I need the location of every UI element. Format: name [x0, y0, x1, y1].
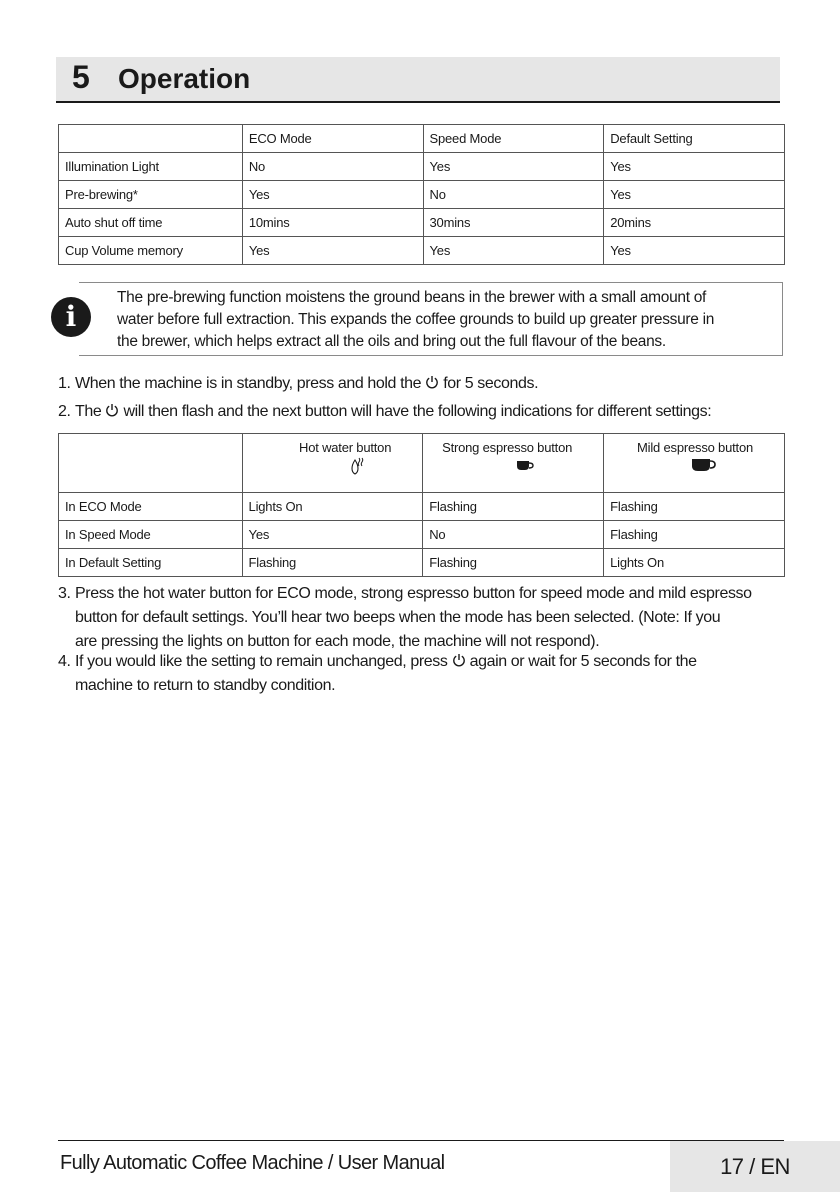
- step-text: If you would like the setting to remain unchanged, press: [75, 653, 448, 670]
- table-header-row: [59, 434, 785, 493]
- step-number: 3.: [58, 585, 71, 602]
- table-cell: Yes: [604, 153, 785, 181]
- table-row: [59, 237, 785, 265]
- table-row: [59, 209, 785, 237]
- step-3: [58, 582, 784, 654]
- table-row: [59, 493, 785, 521]
- mode-settings-table: [58, 124, 785, 265]
- small-cup-icon: [514, 458, 536, 472]
- table-cell: Yes: [423, 237, 604, 265]
- table-cell: Lights On: [242, 493, 423, 521]
- step-1: [58, 372, 784, 396]
- table-cell: Speed Mode: [423, 125, 604, 153]
- step-text: button for default settings. You’ll hear two beeps when the mode has been selected. (Note: If you: [75, 609, 721, 626]
- table-cell: Illumination Light: [59, 153, 243, 181]
- table-cell: Cup Volume memory: [59, 237, 243, 265]
- table-cell: 20mins: [604, 209, 785, 237]
- table-header-row: [59, 125, 785, 153]
- info-note: [79, 282, 783, 356]
- table-row: [59, 549, 785, 577]
- table-cell: Yes: [242, 521, 423, 549]
- note-line: water before full extraction. This expands the coffee grounds to build up greater pressure in: [117, 311, 715, 328]
- table-cell: Yes: [604, 181, 785, 209]
- step-text: for 5 seconds.: [443, 375, 539, 392]
- table-cell: Yes: [242, 181, 423, 209]
- page-number: [670, 1141, 840, 1192]
- table-cell: In ECO Mode: [59, 493, 243, 521]
- table-cell: Default Setting: [604, 125, 785, 153]
- table-cell: In Speed Mode: [59, 521, 243, 549]
- note-line: The pre-brewing function moistens the ground beans in the brewer with a small amount of: [117, 289, 707, 306]
- table-cell: ECO Mode: [242, 125, 423, 153]
- step-number: 4.: [58, 653, 71, 670]
- step-text: are pressing the lights on button for each mode, the machine will not respond).: [75, 633, 600, 650]
- step-4: [58, 650, 784, 698]
- mild-espresso-button-label: Mild espresso button: [637, 440, 753, 455]
- table-cell: No: [423, 521, 604, 549]
- table-cell: Flashing: [423, 549, 604, 577]
- table-cell: Yes: [242, 237, 423, 265]
- table-cell: Auto shut off time: [59, 209, 243, 237]
- section-header: [56, 57, 780, 103]
- table-row: [59, 153, 785, 181]
- power-icon: [425, 375, 439, 389]
- indication-table: [58, 433, 785, 577]
- table-row: [59, 521, 785, 549]
- hot-water-button-label: Hot water button: [299, 440, 392, 455]
- info-note-text: [117, 287, 779, 353]
- table-header-cell: [423, 434, 604, 493]
- step-2: [58, 400, 784, 424]
- table-cell: Flashing: [604, 493, 785, 521]
- table-cell: Lights On: [604, 549, 785, 577]
- strong-espresso-button-label: Strong espresso button: [442, 440, 573, 455]
- section-title: Operation: [118, 63, 251, 94]
- table-cell: Flashing: [242, 549, 423, 577]
- step-number: 1.: [58, 375, 71, 392]
- table-cell: 10mins: [242, 209, 423, 237]
- table-cell: Flashing: [423, 493, 604, 521]
- page-number-text: 17 / EN: [720, 1154, 790, 1179]
- table-cell: [59, 125, 243, 153]
- step-text: When the machine is in standby, press and hold the: [75, 375, 422, 392]
- table-cell: No: [423, 181, 604, 209]
- table-header-cell: [604, 434, 785, 493]
- table-cell: Pre-brewing*: [59, 181, 243, 209]
- table-cell: Yes: [604, 237, 785, 265]
- table-row: [59, 181, 785, 209]
- footer-manual-title: Fully Automatic Coffee Machine / User Manual: [60, 1152, 445, 1174]
- step-text: again or wait for 5 seconds for the: [469, 653, 697, 670]
- power-icon: [105, 403, 119, 417]
- table-cell: In Default Setting: [59, 549, 243, 577]
- step-text: will then flash and the next button will have the following indications for different settings:: [123, 403, 712, 420]
- step-text: The: [75, 403, 102, 420]
- table-cell: 30mins: [423, 209, 604, 237]
- step-text: machine to return to standby condition.: [75, 677, 336, 694]
- info-icon: i: [51, 297, 91, 337]
- step-text: Press the hot water button for ECO mode, strong espresso button for speed mode and mild espresso: [75, 585, 752, 602]
- large-cup-icon: [689, 457, 719, 473]
- table-cell: Flashing: [604, 521, 785, 549]
- table-cell: [59, 434, 243, 493]
- hot-water-icon: [350, 456, 366, 476]
- step-number: 2.: [58, 403, 71, 420]
- table-header-cell: [242, 434, 423, 493]
- note-line: the brewer, which helps extract all the oils and bring out the full flavour of the beans.: [117, 333, 666, 350]
- section-number: 5: [72, 59, 90, 95]
- table-cell: No: [242, 153, 423, 181]
- table-cell: Yes: [423, 153, 604, 181]
- power-icon: [452, 653, 466, 667]
